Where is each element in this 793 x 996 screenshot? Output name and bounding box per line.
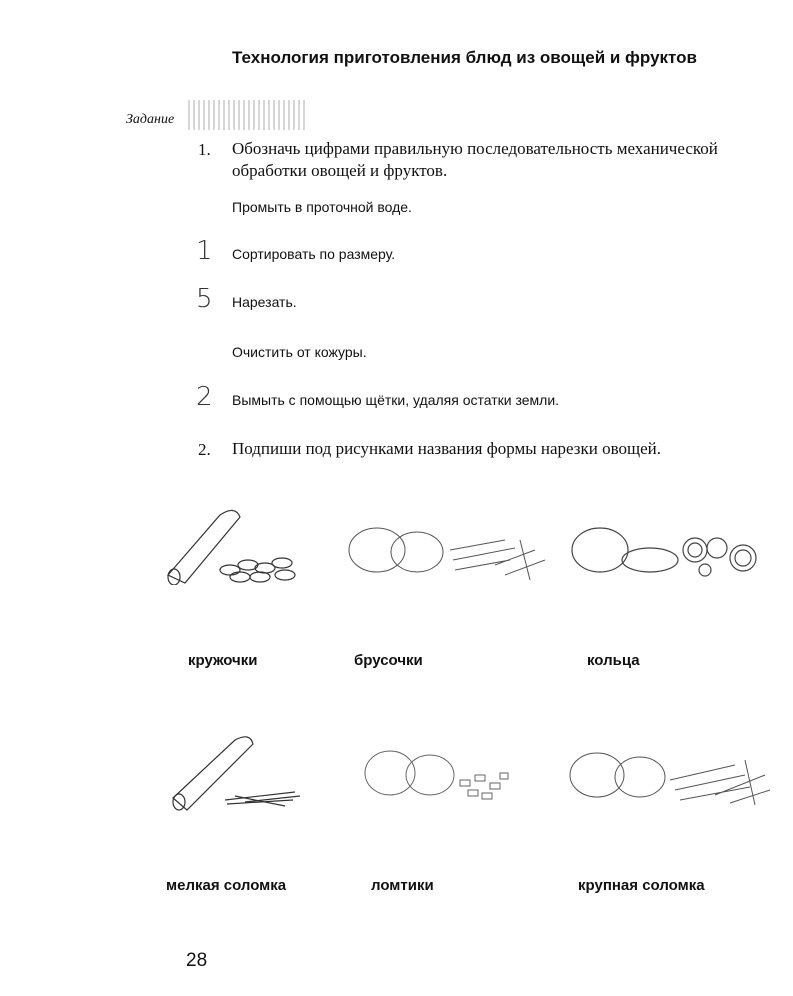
onion-rings-illustration — [565, 520, 775, 585]
carrot-rounds-illustration — [160, 505, 320, 585]
step-item: Сортировать по размеру. — [232, 246, 396, 262]
carrot-julienne-illustration — [165, 730, 315, 815]
cut-label: кольца — [587, 652, 640, 669]
question-1-text: Обозначь цифрами правильную последовательность механической обработки овощей и фруктов. — [232, 139, 718, 180]
step-item: Нарезать. — [232, 294, 297, 310]
task-number-badge — [188, 100, 308, 130]
question-2-text: Подпиши под рисунками названия формы нарезки овощей. — [232, 439, 662, 458]
step-item: Очистить от кожуры. — [232, 344, 367, 360]
question-2-number: 2. — [198, 440, 211, 459]
answer-2[interactable]: 1 — [196, 236, 213, 266]
cut-label: ломтики — [371, 877, 434, 894]
potato-sticks-illustration — [345, 520, 555, 585]
question-1-number: 1. — [198, 140, 211, 159]
task-label: Задание — [126, 112, 175, 127]
cut-label: брусочки — [354, 652, 423, 669]
answer-5[interactable]: 2 — [196, 382, 213, 412]
step-item: Промыть в проточной воде. — [232, 199, 412, 215]
step-item: Вымыть с помощью щётки, удаляя остатки земли. — [232, 392, 560, 408]
potato-straw-illustration — [565, 745, 780, 810]
page-title: Технология приготовления блюд из овощей и фруктов — [232, 48, 697, 67]
cut-label: крупная соломка — [578, 877, 705, 894]
cut-label: кружочки — [188, 652, 258, 669]
answer-3[interactable]: 5 — [196, 284, 213, 314]
potato-slices-illustration — [360, 745, 525, 805]
cut-label: мелкая соломка — [166, 877, 287, 894]
page-number: 28 — [186, 950, 208, 971]
